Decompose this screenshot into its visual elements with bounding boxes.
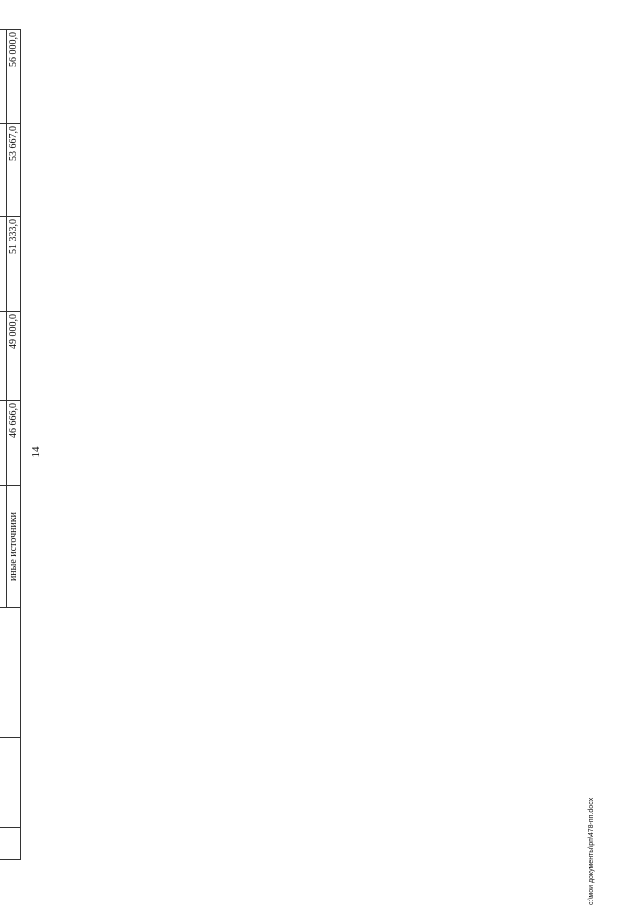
document-path: c:\мои документы\рп\478-пп.docx xyxy=(588,797,595,905)
page-number: 14 xyxy=(30,446,42,458)
value-cell: 56 000,0 xyxy=(6,30,20,124)
landscape-sheet xyxy=(0,30,85,860)
value-cell: 53 667,0 xyxy=(6,124,20,217)
funding-table xyxy=(0,29,21,860)
funding-source: иные источники xyxy=(6,486,20,608)
row-number xyxy=(0,828,20,860)
value-cell: 46 666,0 xyxy=(6,401,20,486)
value-cell: 51 333,0 xyxy=(6,217,20,312)
subprogram-name xyxy=(0,738,20,828)
value-cell: 49 000,0 xyxy=(6,312,20,401)
subprogram-description xyxy=(0,608,20,738)
